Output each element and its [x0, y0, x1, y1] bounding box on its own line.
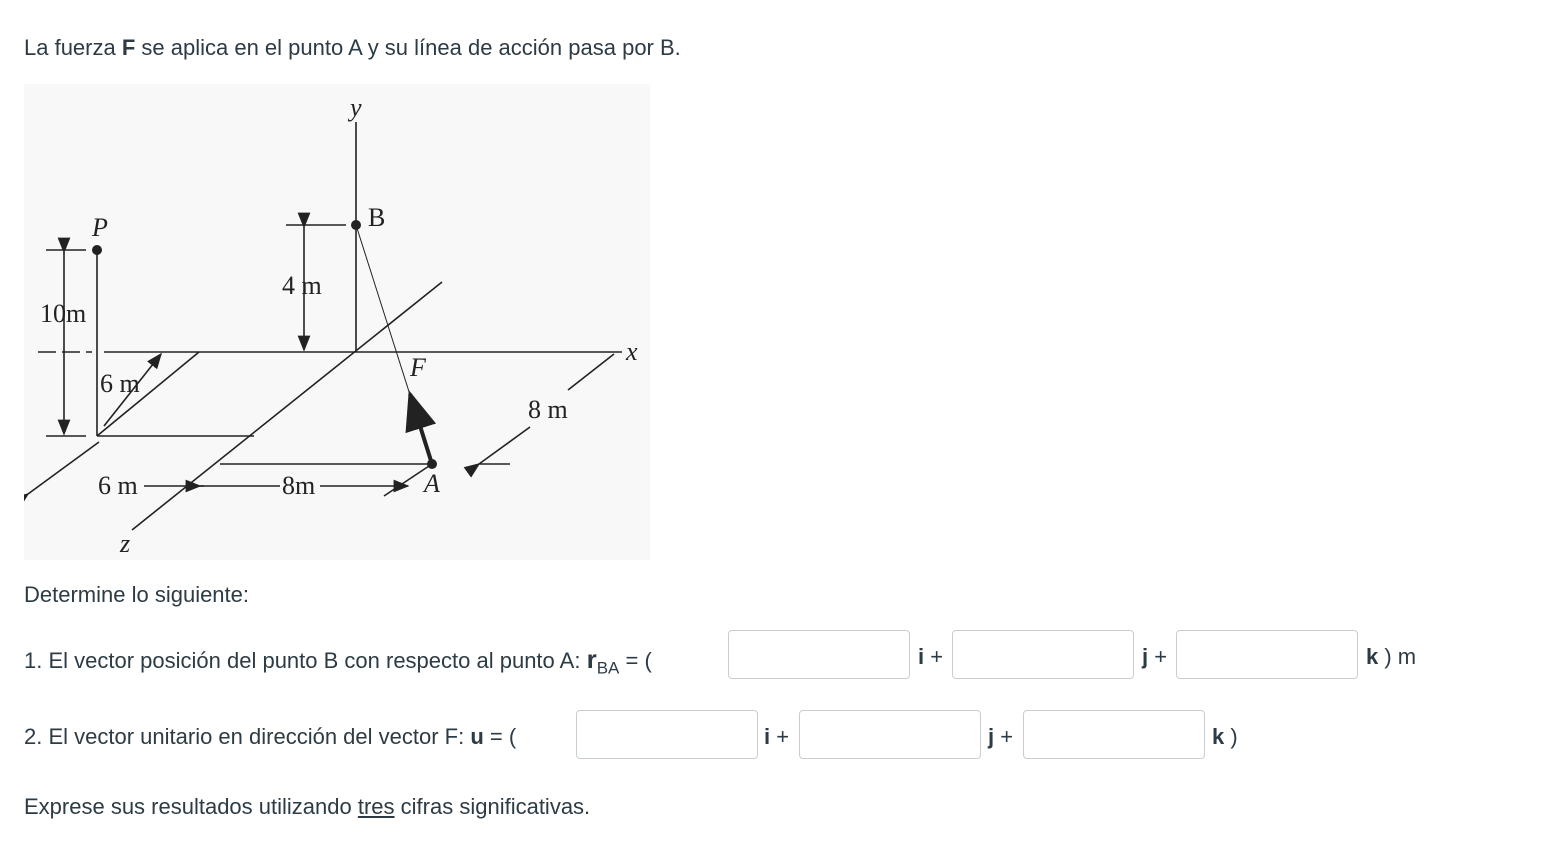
q1-text: 1. El vector posición del punto B con respecto al punto A: [24, 648, 587, 673]
footer-text-1: Exprese sus resultados utilizando [24, 794, 358, 819]
point-p-dot [92, 245, 102, 255]
force-label: F [410, 353, 426, 382]
q2-plus-2: + [994, 724, 1014, 749]
problem-statement [24, 35, 681, 61]
prompt-text: Determine lo siguiente: [24, 582, 250, 607]
q1-k-input[interactable] [1176, 630, 1358, 679]
intro-text-1: La fuerza [24, 35, 122, 60]
intro-text-2: se aplica en el punto A y su línea de acción pasa por B. [135, 35, 681, 60]
q1-equals: = ( [619, 648, 652, 673]
dim-10m: 10m [40, 299, 87, 328]
point-a-label: A [424, 469, 440, 498]
dim-6m-bottom: 6 m [98, 471, 138, 500]
point-a-dot [427, 459, 437, 469]
q2-i-input[interactable] [576, 710, 758, 759]
q1-plus-2: + [1148, 644, 1168, 669]
q2-i-unit [764, 724, 789, 750]
q2-k-symbol: k [1212, 724, 1225, 749]
question-1 [24, 644, 652, 678]
q1-j-unit [1142, 644, 1167, 670]
q2-equals: = ( [483, 724, 517, 749]
q2-close: ) [1224, 724, 1238, 749]
q2-j-unit [988, 724, 1013, 750]
footer-underlined: tres [357, 794, 395, 819]
q2-k-unit [1212, 724, 1238, 750]
instructions [24, 794, 590, 820]
q1-i-symbol: i [918, 644, 925, 669]
footer-text-2: cifras significativas. [394, 794, 591, 819]
q1-j-symbol: j [1142, 644, 1149, 669]
q1-k-symbol: k [1366, 644, 1379, 669]
q1-j-input[interactable] [952, 630, 1134, 679]
q2-j-input[interactable] [799, 710, 981, 759]
force-symbol: F [121, 35, 136, 60]
dim-8m-bottom: 8m [282, 471, 316, 500]
r-subscript: BA [596, 658, 620, 678]
q1-i-unit [918, 644, 943, 670]
q2-text: 2. El vector unitario en dirección del vector F: [24, 724, 471, 749]
dim-8m-right: 8 m [528, 395, 568, 424]
q2-j-symbol: j [988, 724, 995, 749]
q2-i-symbol: i [764, 724, 771, 749]
point-b-label: B [368, 203, 386, 232]
dim-4m: 4 m [282, 271, 322, 300]
point-p-label: P [92, 213, 108, 242]
z-axis-label: z [120, 529, 131, 558]
q2-k-input[interactable] [1023, 710, 1205, 759]
q1-k-unit [1366, 644, 1416, 670]
q1-close: ) m [1378, 644, 1417, 669]
q1-i-input[interactable] [728, 630, 910, 679]
q1-plus-1: + [924, 644, 944, 669]
q2-plus-1: + [770, 724, 790, 749]
dim-6m-left: 6 m [100, 369, 140, 398]
diagram-svg [24, 84, 650, 560]
force-diagram [24, 84, 650, 560]
x-axis-label: x [626, 337, 638, 366]
force-arrow [410, 394, 432, 464]
u-symbol: u [470, 724, 484, 749]
r-symbol: r [586, 644, 597, 674]
y-axis-label: y [350, 93, 362, 122]
point-b-dot [351, 220, 361, 230]
question-2 [24, 724, 516, 750]
